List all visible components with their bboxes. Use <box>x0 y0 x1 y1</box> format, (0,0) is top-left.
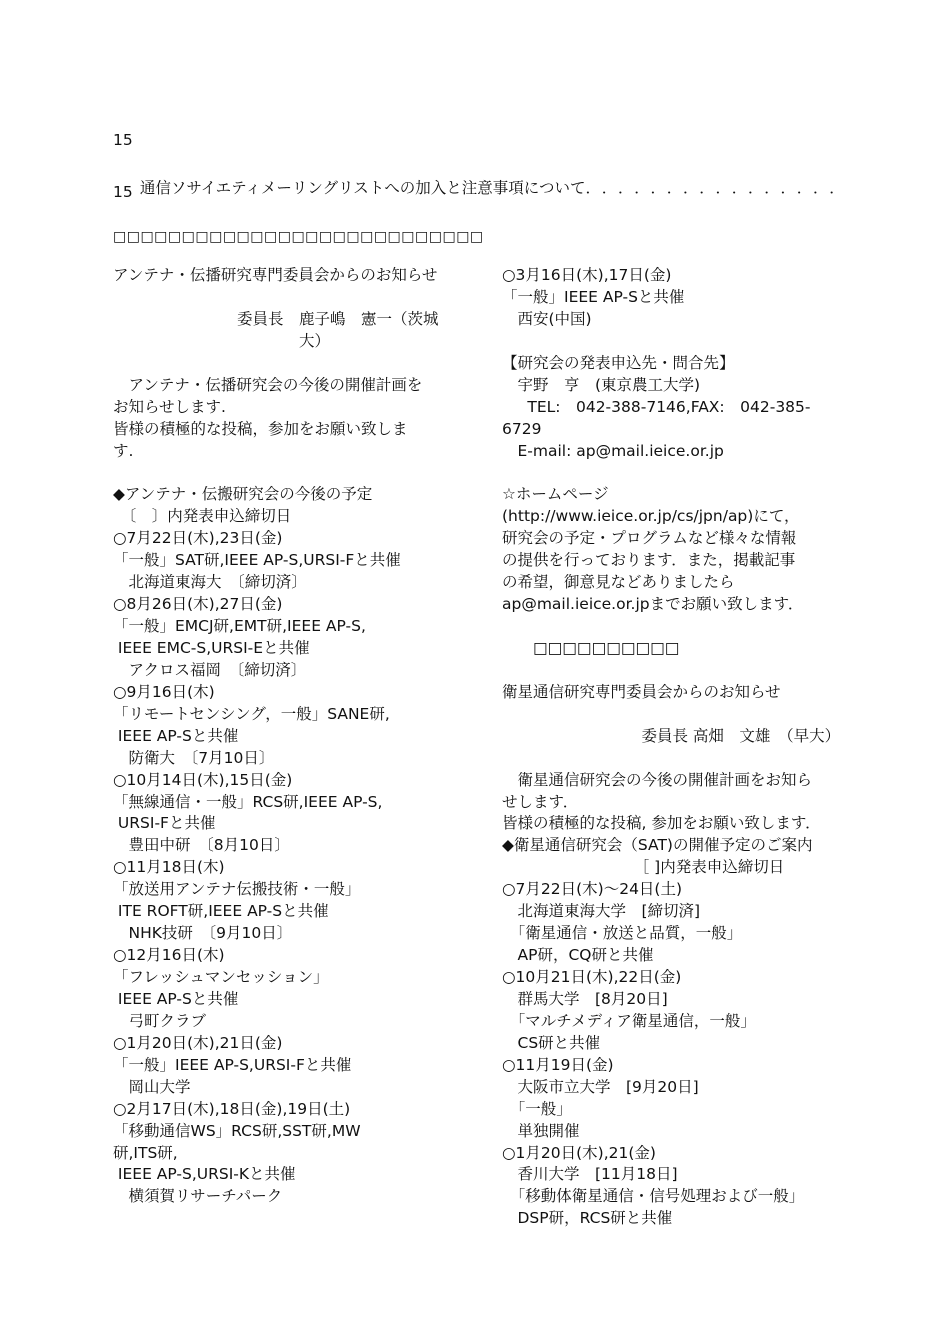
left-column <box>113 265 448 1208</box>
right-column <box>502 265 841 1230</box>
right-column-text-line: CS研と共催 <box>502 1033 601 1052</box>
left-column-text-line: 横須賀リサーチパーク <box>113 1187 283 1206</box>
left-column-text-line: 委員長 鹿子嶋 憲一（茨城 <box>113 309 439 328</box>
left-column-text-line: 「一般」SAT研,IEEE AP-S,URSI-Fと共催 <box>113 551 401 570</box>
right-column-text-line: 宇野 亨 (東京農工大学) <box>502 375 701 394</box>
right-column-text-line: 大阪市立大学 [9月20日] <box>502 1077 699 1096</box>
left-column-text-line: 「リモートセンシング，一般」SANE研, <box>113 704 390 723</box>
right-column-text-line: TEL: 042-388-7146,FAX: 042-385- <box>502 397 811 416</box>
left-column-text-line: URSI-Fと共催 <box>113 814 216 833</box>
right-column-text-line: 研究会の予定・プログラムなど様々な情報 <box>502 529 797 548</box>
left-column-text-line: ○11月18日(木) <box>113 858 225 877</box>
right-column-text-line: ◆衛星通信研究会（SAT)の開催予定のご案内 <box>502 836 813 855</box>
toc-entry[interactable] <box>130 158 853 198</box>
right-column-text-line: 北海道東海大学 [締切済] <box>502 902 701 921</box>
right-column-text-line: ap@mail.ieice.or.jpまでお願い致します． <box>502 595 804 614</box>
left-column-text-line: 大） <box>113 331 331 350</box>
right-column-text-line: (http://www.ieice.or.jp/cs/jpn/ap)にて， <box>502 507 800 526</box>
right-column-text-line: E-mail: ap@mail.ieice.or.jp <box>502 441 724 460</box>
right-column-text-line: AP研，CQ研と共催 <box>502 946 654 965</box>
left-column-text-line: 「放送用アンテナ伝搬技術・一般」 <box>113 880 361 899</box>
right-column-text-line: 【研究会の発表申込先・問合先】 <box>502 353 735 372</box>
left-column-text-line: IEEE AP-S,URSI-Kと共催 <box>113 1165 296 1184</box>
right-column-text-line: 衛星通信研究会の今後の開催計画をお知ら <box>502 770 813 789</box>
left-column-text-line: 弓町クラブ <box>113 1011 207 1030</box>
left-column-text-line: す. <box>113 441 134 460</box>
left-column-text-line: IEEE EMC-S,URSI-Eと共催 <box>113 638 310 657</box>
left-column-text-line: ○2月17日(木),18日(金),19日(土) <box>113 1099 351 1118</box>
right-column-text-line: の提供を行っております．また，掲載記事 <box>502 551 796 570</box>
left-column-text-line: 「一般」EMCJ研,EMT研,IEEE AP-S, <box>113 617 366 635</box>
right-column-blank-line <box>502 616 837 638</box>
toc-entry-title: 通信ソサイエティメーリングリストへの加入と注意事項について <box>139 179 586 197</box>
left-column-text-line: ITE ROFT研,IEEE AP-Sと共催 <box>113 902 329 921</box>
right-column-text-line: ○7月22日(木)～24日(土) <box>502 880 683 899</box>
left-column-text-line: ○9月16日(木) <box>113 682 215 701</box>
right-column-text-line: 西安(中国) <box>502 309 592 328</box>
right-column-text-line: ○10月21日(木),22日(金) <box>502 968 682 986</box>
left-column-blank-line <box>113 353 448 375</box>
right-column-blank-line <box>502 660 837 682</box>
left-column-text-line: 北海道東海大 〔締切済〕 <box>113 573 307 592</box>
left-column-blank-line <box>113 462 448 484</box>
right-column-text-line: 「衛星通信・放送と品質，一般」 <box>502 924 743 943</box>
left-column-text-line: 〔 〕内発表申込締切日 <box>113 507 292 526</box>
left-column-text-line: ○7月22日(木),23日(金) <box>113 529 283 548</box>
right-column-text-line: 香川大学 [11月18日] <box>502 1165 678 1184</box>
right-column-text-line: □□□□□□□□□□ <box>502 638 680 657</box>
right-column-text-line: 「マルチメディア衛星通信，一般」 <box>502 1011 756 1030</box>
toc-page-number-bottom: 15 <box>113 183 133 201</box>
left-column-text-line: 「一般」IEEE AP-S,URSI-Fと共催 <box>113 1055 352 1074</box>
left-column-blank-line <box>113 287 448 309</box>
separator-boxes: □□□□□□□□□□□□□□□□□□□□□□□□□□□ <box>113 229 484 245</box>
right-column-text-line: の希望，御意見などありましたら <box>502 573 735 592</box>
right-column-text-line: 6729 <box>502 419 542 438</box>
left-column-text-line: 「移動通信WS」RCS研,SST研,MW <box>113 1121 361 1140</box>
right-column-text-line: 単独開催 <box>502 1121 580 1140</box>
left-column-text-line: ○1月20日(木),21日(金) <box>113 1033 283 1052</box>
right-column-text-line: ☆ホームページ <box>502 485 609 504</box>
left-column-text-line: 岡山大学 <box>113 1077 191 1096</box>
left-column-text-line: 皆様の積極的な投稿，参加をお願い致しま <box>113 419 408 438</box>
right-column-text-line: ○3月16日(木),17日(金) <box>502 266 672 284</box>
left-column-text-line: ○8月26日(木),27日(金) <box>113 595 283 614</box>
right-column-text-line: 皆様の積極的な投稿, 参加をお願い致します． <box>502 814 821 833</box>
left-column-text-line: アンテナ・伝播研究会の今後の開催計画を <box>113 375 423 394</box>
left-column-text-line: 豊田中研 〔8月10日〕 <box>113 836 290 855</box>
right-column-text-line: 「移動体衛星通信・信号処理および一般」 <box>502 1187 805 1206</box>
right-column-blank-line <box>502 704 837 726</box>
left-column-text-line: ○12月16日(木) <box>113 946 225 965</box>
left-column-text-line: アクロス福岡 〔締切済〕 <box>113 660 307 679</box>
right-column-text-line: 衛星通信研究専門委員会からのお知らせ <box>502 682 781 701</box>
right-column-blank-line <box>502 462 837 484</box>
toc-entry-dots: ．．．．．．．．．．．．．．．． <box>585 179 854 197</box>
left-column-text-line: お知らせします. <box>113 397 226 416</box>
left-column-text-line: NHK技研 〔9月10日〕 <box>113 924 293 943</box>
right-column-text-line: DSP研，RCS研と共催 <box>502 1209 673 1228</box>
right-column-blank-line <box>502 748 837 770</box>
left-column-text-line: 「フレッシュマンセッション」 <box>113 968 329 986</box>
left-column-text-line: 研,ITS研, <box>113 1143 178 1162</box>
right-column-text-line: ○11月19日(金) <box>502 1055 614 1074</box>
left-column-text-line: アンテナ・伝播研究専門委員会からのお知らせ <box>113 266 438 284</box>
right-column-text-line: 群馬大学 [8月20日] <box>502 989 668 1008</box>
toc-page-number-top: 15 <box>113 131 133 149</box>
right-column-text-line: ［ ]内発表申込締切日 <box>502 858 785 877</box>
right-column-text-line: ○1月20日(木),21(金) <box>502 1143 656 1162</box>
left-column-text-line: ○10月14日(木),15日(金) <box>113 770 293 789</box>
left-column-text-line: 「無線通信・一般」RCS研,IEEE AP-S, <box>113 792 383 811</box>
right-column-text-line: 「一般」 <box>502 1099 572 1118</box>
right-column-blank-line <box>502 331 837 353</box>
right-column-text-line: 委員長 高畑 文雄 （早大） <box>502 726 841 745</box>
left-column-text-line: IEEE AP-Sと共催 <box>113 726 239 745</box>
left-column-text-line: 防衛大 〔7月10日〕 <box>113 748 275 767</box>
right-column-text-line: せします． <box>502 792 579 811</box>
left-column-text-line: ◆アンテナ・伝搬研究会の今後の予定 <box>113 485 373 504</box>
right-column-text-line: 「一般」IEEE AP-Sと共催 <box>502 287 685 306</box>
left-column-text-line: IEEE AP-Sと共催 <box>113 989 239 1008</box>
